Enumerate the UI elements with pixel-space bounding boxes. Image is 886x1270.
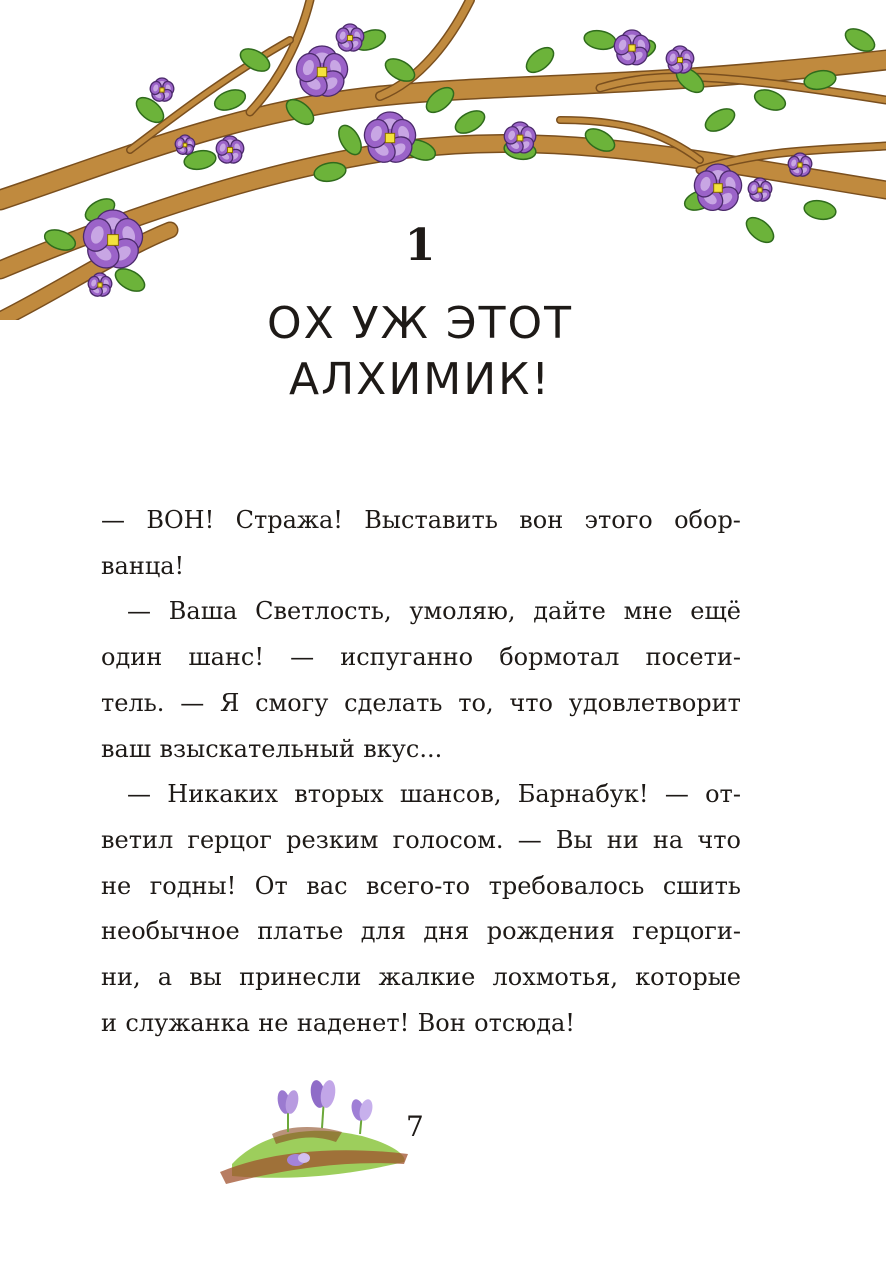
text-line: тель. — Я смогу сделать то, что удовлетворит [101, 688, 741, 717]
leaf [522, 43, 558, 77]
chapter-title [0, 296, 840, 408]
flower-center [347, 35, 352, 40]
flower-center [317, 67, 326, 76]
page-number: 7 [406, 1110, 424, 1143]
leaf [702, 104, 739, 136]
leaf [452, 106, 489, 138]
chapter-title-line-1: ОХ УЖ ЭТОТ [266, 298, 574, 349]
flower-center [758, 188, 762, 192]
leaf [752, 86, 788, 114]
flower [612, 30, 652, 68]
text-line: и служанка не наденет! Вон отсюда! [101, 1008, 575, 1037]
crocus-illustration [212, 1072, 412, 1192]
body-text [101, 498, 741, 1046]
flower-center [160, 88, 164, 92]
text-line: необычное платье для дня рождения герцоги- [101, 917, 741, 946]
flower-center [677, 57, 682, 62]
crocus-flower [276, 1089, 301, 1132]
crocus-flower [349, 1098, 374, 1134]
text-line: ваш взыскательный вкус... [101, 734, 443, 763]
flower-center [629, 45, 635, 51]
chapter-number: 1 [404, 220, 436, 271]
flower-center [227, 147, 232, 152]
text-line: ни, а вы принесли жалкие лохмотья, которые [101, 963, 741, 992]
flower-center [98, 283, 102, 287]
text-line: ветил герцог резким голосом. — Вы ни на что [101, 825, 741, 854]
text-line: ванца! [101, 551, 185, 580]
flower-center [385, 133, 394, 142]
crocus-flower [309, 1079, 338, 1128]
text-line: — Ваша Светлость, умоляю, дайте мне ещё [127, 597, 741, 626]
text-line: — ВОН! Стража! Выставить вон этого обор- [101, 506, 741, 534]
flower [747, 178, 774, 204]
text-line: — Никаких вторых шансов, Барнабук! — от- [127, 780, 741, 809]
flower-center [517, 135, 523, 141]
leaf [583, 28, 618, 51]
text-line: один шанс! — испуганно бормотал посети- [101, 643, 741, 672]
text-line: не годны! От вас всего-то требовалось сшить [101, 871, 741, 900]
flowering-branches-illustration [0, 0, 886, 320]
flower-center [714, 184, 723, 193]
flower [214, 136, 245, 166]
flower-center [183, 143, 187, 147]
flower-center [798, 163, 802, 167]
flower [149, 78, 176, 104]
chapter-title-line-2: АЛХИМИК! [289, 354, 551, 405]
leaf [803, 198, 838, 221]
